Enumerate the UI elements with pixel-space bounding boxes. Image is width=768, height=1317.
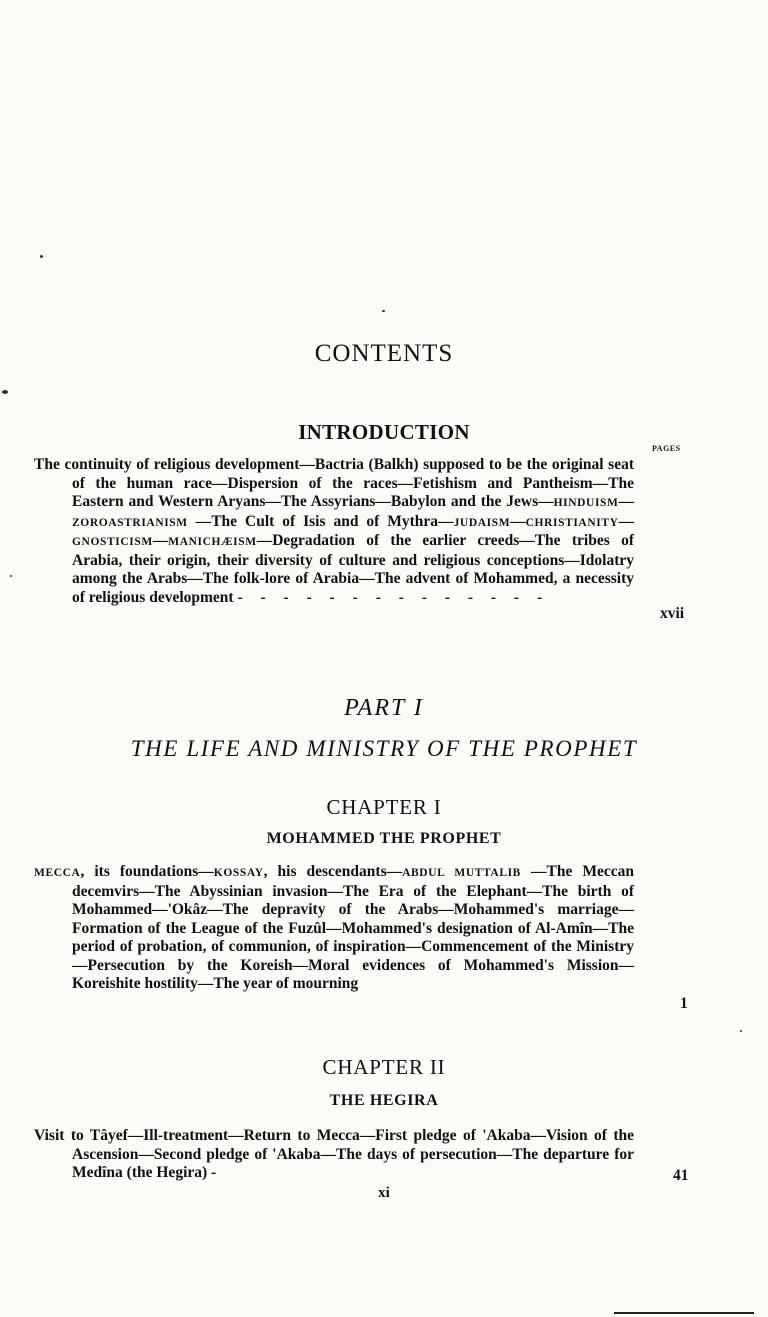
introduction-heading-term: JUDAISM: [453, 516, 511, 529]
chapter-1-heading-term: ABDUL MUTTALIB: [402, 867, 521, 879]
bottom-rule: [614, 1312, 754, 1314]
chapter-2-entry: [34, 1127, 634, 1183]
chapter-1-label: CHAPTER I: [326, 795, 442, 819]
chapter-1-entry-text: [34, 863, 634, 994]
introduction-heading: INTRODUCTION: [298, 420, 470, 444]
introduction-text-run: —The Cult of Isis and of Mythra—: [187, 512, 454, 530]
introduction-page-number: xvii: [660, 605, 685, 622]
contents-heading: CONTENTS: [314, 340, 454, 367]
page-folio: xi: [378, 1185, 390, 1201]
introduction-heading-term: MANICHÆISM: [168, 536, 257, 548]
chapter-2-label: CHAPTER II: [322, 1055, 446, 1079]
chapter-1-text-run: , his descendants—: [263, 863, 403, 880]
scan-speck: [2, 390, 8, 394]
chapter-1-title: MOHAMMED THE PROPHET: [266, 830, 502, 847]
chapter-1-entry: [34, 863, 634, 994]
scan-speck: [382, 310, 385, 312]
introduction-heading-term: GNOSTICISM: [72, 536, 153, 548]
introduction-entry: [34, 456, 634, 607]
scan-speck: [40, 255, 43, 258]
chapter-2-text-run: Visit to Tâyef—Ill-treatment—Return to Mecca—First pledge of 'Akaba—Vision of the Ascension—Second pledge of 'Akaba—The days of persecution—The departure for Medîna (the Hegira) -: [34, 1127, 634, 1181]
chapter-1-text-run: —The Meccan decemvirs—The Abyssinian invasion—The Era of the Elephant—The birth of Mohammed—'Okâz—The depravity of the Arabs—Mohammed's marriage—Formation of the League of the Fuzûl—Mohammed's designation of Al-Amîn—The period of probation, of communion, of inspiration—Commencement of the Ministry—Persecution by the Koreish—Moral evidences of Mohammed's Mission—Koreishite hostility—The year of mourning: [72, 863, 634, 992]
chapter-1-page-number: 1: [680, 995, 688, 1012]
scan-speck: [10, 575, 12, 577]
introduction-text-run: —: [618, 512, 634, 530]
introduction-text-run: The continuity of religious development—Bactria (Balkh) supposed to be the original seat of the human race—Dispersion of the races—Fetishism and Pantheism—The Eastern and Western Aryans—The Assyrians—Babylon and the Jews—: [34, 456, 634, 510]
chapter-2-title: THE HEGIRA: [329, 1092, 439, 1109]
introduction-heading-term: ZOROASTRIANISM: [72, 516, 188, 529]
introduction-text-run: —: [510, 512, 526, 530]
chapter-1-text-run: , its foundations—: [80, 863, 214, 880]
part-title: THE LIFE AND MINISTRY OF THE PROPHET: [130, 736, 638, 761]
introduction-text-run: —: [152, 532, 169, 549]
part-label: PART I: [344, 695, 424, 721]
chapter-1-heading-term: MECCA: [34, 867, 81, 879]
chapter-2-page-number: 41: [673, 1167, 689, 1184]
introduction-heading-term: CHRISTIANITY: [525, 516, 619, 529]
pages-column-label: PAGES: [652, 444, 681, 453]
scan-speck: [740, 1030, 742, 1032]
dot-leaders: - - - - - - - - - - - - - -: [237, 588, 550, 606]
introduction-heading-term: HINDUISM: [553, 497, 619, 509]
introduction-text-run: —: [618, 493, 634, 510]
chapter-1-heading-term: KOSSAY: [213, 867, 264, 879]
chapter-2-entry-text: [34, 1127, 634, 1183]
introduction-entry-text: [34, 456, 634, 607]
introduction-text-run: —Degradation of the earlier creeds—The tribes of Arabia, their origin, their diversity of culture and religious conceptions—Idolatry among the Arabs—The folk-lore of Arabia—The advent of Mohammed, a necessity of religious development: [72, 532, 634, 606]
